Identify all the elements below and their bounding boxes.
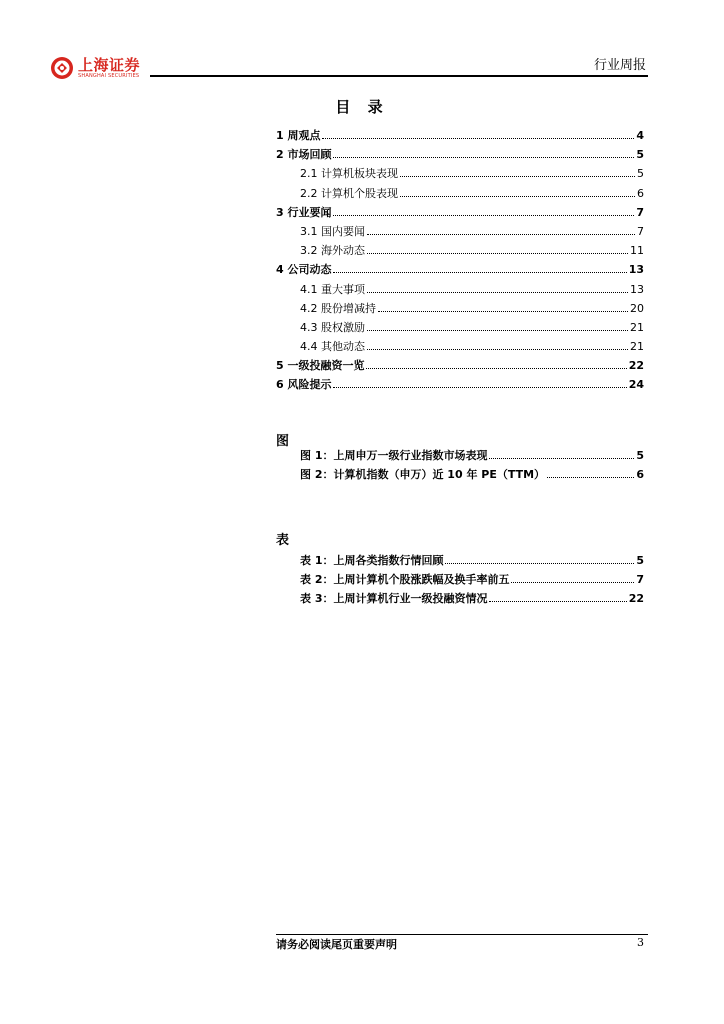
- toc-entry[interactable]: [276, 164, 644, 183]
- entry-page-number: 5: [637, 167, 644, 181]
- dot-leader: [367, 233, 635, 235]
- entry-page-number: 7: [636, 205, 644, 219]
- dot-leader: [333, 214, 634, 216]
- figures-heading: 图: [276, 434, 290, 449]
- entry-label: 4.3 股权激励: [300, 320, 365, 334]
- toc-entry[interactable]: [276, 260, 644, 279]
- toc-entry[interactable]: [276, 222, 644, 241]
- dot-leader: [367, 348, 628, 350]
- entry-page-number: 13: [630, 282, 644, 296]
- dot-leader: [445, 562, 634, 564]
- page-number: 3: [637, 936, 644, 949]
- dot-leader: [333, 156, 634, 158]
- entry-label: 5 一级投融资一览: [276, 359, 365, 373]
- figure-entry[interactable]: [300, 465, 644, 484]
- entry-label: 2 市场回顾: [276, 148, 332, 162]
- toc-entry[interactable]: [276, 337, 644, 356]
- entry-page-number: 21: [630, 320, 644, 334]
- toc-entry[interactable]: [276, 318, 644, 337]
- entry-label: 表 1：上周各类指数行情回顾: [300, 554, 444, 567]
- entry-label: 表 3：上周计算机行业一级投融资情况: [300, 592, 488, 606]
- figure-entry[interactable]: [300, 446, 644, 465]
- entry-page-number: 20: [630, 301, 644, 315]
- dot-leader: [400, 195, 635, 197]
- entry-page-number: 21: [630, 340, 644, 354]
- entry-label: 1 周观点: [276, 129, 321, 142]
- entry-page-number: 6: [637, 186, 644, 200]
- entry-label: 2.2 计算机个股表现: [300, 186, 398, 200]
- entry-page-number: 22: [628, 359, 644, 373]
- table-entry[interactable]: [300, 551, 644, 570]
- toc-entry[interactable]: [276, 203, 644, 222]
- dot-leader: [322, 137, 634, 139]
- entry-label: 4.4 其他动态: [300, 340, 365, 354]
- toc-entry[interactable]: [276, 280, 644, 299]
- header-divider: [150, 75, 648, 77]
- toc-entry[interactable]: [276, 184, 644, 203]
- table-entry[interactable]: [300, 589, 644, 608]
- dot-leader: [489, 600, 626, 602]
- entry-label: 6 风险提示: [276, 378, 332, 392]
- table-entry[interactable]: [300, 570, 644, 589]
- entry-page-number: 5: [636, 148, 644, 162]
- dot-leader: [511, 581, 634, 583]
- entry-label: 4.1 重大事项: [300, 282, 365, 296]
- dot-leader: [400, 175, 635, 177]
- dot-leader: [333, 386, 626, 388]
- entry-page-number: 24: [628, 378, 644, 392]
- dot-leader: [367, 291, 628, 293]
- entry-page-number: 7: [637, 224, 644, 238]
- footer-divider: [276, 934, 648, 935]
- entry-label: 图 1：上周申万一级行业指数市场表现: [300, 449, 488, 462]
- toc-entry[interactable]: [276, 241, 644, 260]
- toc-entry[interactable]: [276, 126, 644, 145]
- toc-entry[interactable]: [276, 375, 644, 394]
- entry-page-number: 11: [630, 244, 644, 258]
- report-type-label: 行业周报: [593, 58, 646, 73]
- entry-page-number: 7: [636, 573, 644, 587]
- logo-english-name: SHANGHAI SECURITIES: [78, 73, 140, 79]
- table-of-contents: [276, 126, 644, 395]
- footer-disclaimer: 请务必阅读尾页重要声明: [276, 938, 397, 951]
- entry-page-number: 6: [636, 468, 644, 482]
- dot-leader: [367, 252, 628, 254]
- entry-page-number: 22: [628, 592, 644, 606]
- toc-title: 目 录: [335, 98, 389, 116]
- entry-label: 3.2 海外动态: [300, 244, 365, 258]
- entry-page-number: 4: [636, 129, 644, 142]
- dot-leader: [378, 310, 628, 312]
- dot-leader: [366, 367, 626, 369]
- dot-leader: [547, 476, 634, 478]
- logo-mark-icon: [50, 56, 74, 80]
- entry-page-number: 5: [636, 554, 644, 567]
- toc-entry[interactable]: [276, 145, 644, 164]
- table-list: [300, 551, 644, 609]
- toc-entry[interactable]: [276, 299, 644, 318]
- entry-label: 4 公司动态: [276, 263, 332, 277]
- logo-chinese-name: 上海证券: [78, 56, 141, 74]
- entry-label: 图 2：计算机指数（申万）近 10 年 PE（TTM）: [300, 468, 546, 482]
- company-logo: [50, 56, 140, 80]
- entry-page-number: 5: [636, 449, 644, 462]
- tables-heading: 表: [276, 533, 290, 548]
- dot-leader: [367, 329, 628, 331]
- entry-page-number: 13: [628, 263, 644, 277]
- entry-label: 4.2 股份增减持: [300, 301, 376, 315]
- entry-label: 2.1 计算机板块表现: [300, 167, 398, 181]
- entry-label: 3.1 国内要闻: [300, 224, 365, 238]
- dot-leader: [333, 271, 626, 273]
- entry-label: 3 行业要闻: [276, 205, 332, 219]
- figure-list: [300, 446, 644, 484]
- toc-entry[interactable]: [276, 356, 644, 375]
- dot-leader: [489, 457, 634, 459]
- entry-label: 表 2：上周计算机个股涨跌幅及换手率前五: [300, 573, 510, 587]
